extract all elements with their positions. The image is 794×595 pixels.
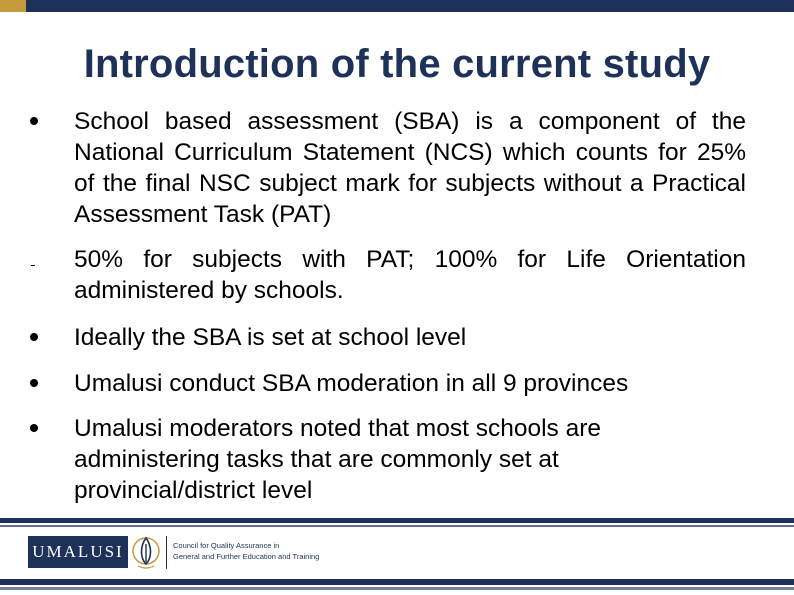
bullet-item	[30, 322, 746, 353]
bullet-text: 50% for subjects with PAT; 100% for Life Orientation administered by schools.	[74, 246, 746, 304]
umalusi-logo: UMALUSI	[28, 536, 128, 568]
bottom-bar	[0, 579, 794, 585]
slide-title: Introduction of the current study	[83, 42, 711, 86]
bullet-list	[30, 106, 746, 506]
top-header-bar	[0, 0, 794, 12]
top-accent-block	[0, 0, 26, 12]
tagline-line-2: General and Further Education and Training	[173, 552, 320, 561]
emblem-icon	[130, 532, 162, 572]
bullet-item	[30, 368, 746, 399]
bullet-text: Umalusi moderators noted that most schools are administering tasks that are commonly set at provincial/district level	[74, 415, 601, 504]
bullet-text: School based assessment (SBA) is a component of the National Curriculum Statement (NCS) which counts for 25% of the final NSC subject mark for subjects without a Practical Assessment Task (PAT)	[74, 108, 746, 228]
footer-divider	[0, 518, 794, 523]
bullet-item	[30, 106, 746, 230]
organization-tagline	[173, 540, 343, 562]
bottom-bar-thin	[0, 587, 794, 590]
sub-bullet-item	[30, 244, 746, 306]
bullet-text: Ideally the SBA is set at school level	[74, 324, 467, 351]
bullet-item	[30, 413, 746, 506]
logo-divider	[166, 536, 167, 569]
bullet-text: Umalusi conduct SBA moderation in all 9 provinces	[74, 370, 629, 397]
tagline-line-1: Council for Quality Assurance in	[173, 541, 280, 550]
footer-divider-thin	[0, 525, 794, 527]
